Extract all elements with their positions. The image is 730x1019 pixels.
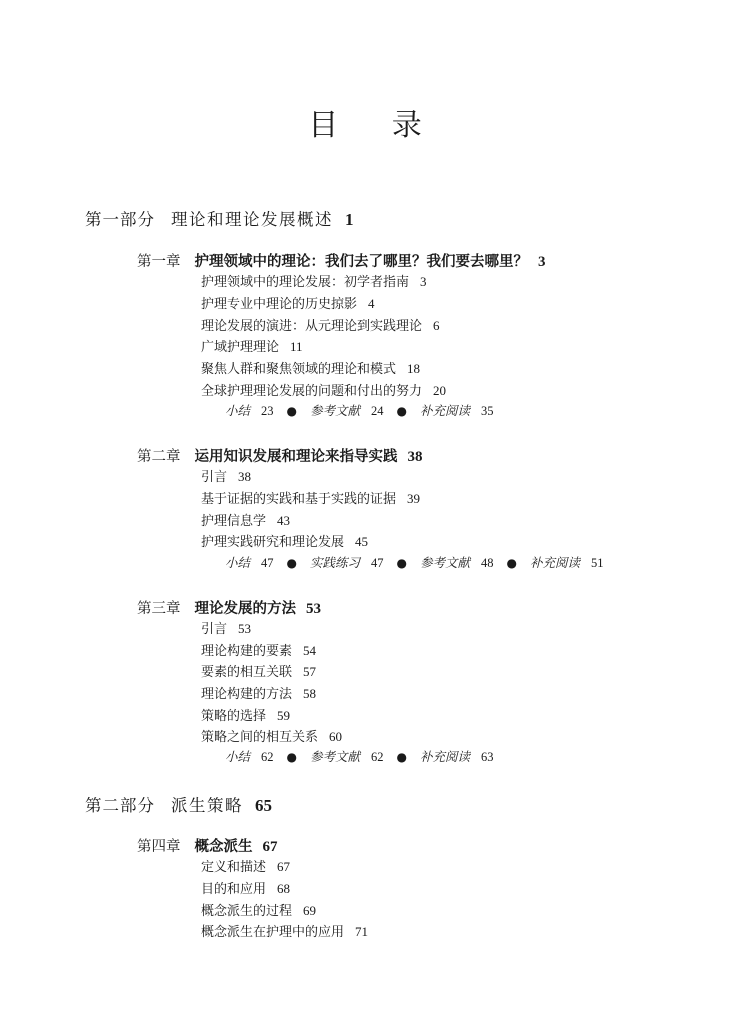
page-title: 目 录 (308, 108, 444, 143)
section-title: 广域护理理论 (201, 340, 280, 355)
end-item-title: 参考文献 (420, 555, 471, 570)
section-title: 护理专业中理论的历史掠影 (201, 297, 358, 312)
toc-section[interactable] (201, 293, 375, 312)
end-item-title: 实践练习 (310, 555, 361, 570)
end-item[interactable] (420, 749, 494, 764)
end-item[interactable] (420, 555, 494, 570)
toc-section[interactable] (201, 315, 440, 334)
toc-section[interactable] (201, 380, 446, 399)
section-title: 概念派生的过程 (201, 904, 293, 919)
toc-chapter-1[interactable] (137, 250, 546, 271)
chapter-title: 护理领域中的理论：我们去了哪里？我们要去哪里？ (194, 254, 528, 270)
toc-section[interactable] (201, 705, 290, 724)
section-title: 策略的选择 (201, 709, 267, 724)
bullet-separator: ● (396, 556, 407, 570)
end-item-page: 62 (261, 750, 274, 764)
end-item-page: 47 (371, 556, 384, 570)
section-page: 67 (277, 859, 291, 874)
section-title: 策略之间的相互关系 (201, 730, 319, 745)
toc-part-1[interactable] (85, 206, 354, 230)
toc-section[interactable] (201, 336, 303, 355)
chapter-title: 运用知识发展和理论来指导实践 (194, 449, 398, 465)
section-page: 4 (368, 296, 375, 311)
section-title: 要素的相互关联 (201, 665, 293, 680)
chapter-label: 第四章 (137, 839, 181, 855)
section-title: 护理实践研究和理论发展 (201, 535, 345, 550)
toc-section[interactable] (201, 488, 420, 507)
section-title: 目的和应用 (201, 882, 267, 897)
toc-section[interactable] (201, 466, 251, 485)
part-title: 理论和理论发展概述 (171, 210, 333, 229)
chapter-page: 53 (306, 601, 321, 617)
section-page: 6 (433, 318, 440, 333)
end-item-page: 62 (371, 750, 384, 764)
bullet-separator: ● (286, 556, 297, 570)
toc-part-2[interactable] (85, 792, 272, 816)
chapter-end-matter (225, 553, 604, 571)
section-title: 护理信息学 (201, 514, 267, 529)
section-page: 43 (277, 513, 291, 528)
section-page: 54 (303, 643, 317, 658)
section-page: 45 (355, 534, 369, 549)
end-item-title: 小结 (225, 403, 251, 418)
end-item-title: 小结 (225, 749, 251, 764)
end-item[interactable] (530, 555, 604, 570)
chapter-end-matter (225, 401, 494, 419)
toc-section[interactable] (201, 878, 290, 897)
chapter-end-matter (225, 747, 494, 765)
section-title: 基于证据的实践和基于实践的证据 (201, 492, 397, 507)
toc-section[interactable] (201, 856, 290, 875)
chapter-page: 3 (538, 254, 546, 270)
end-item-title: 补充阅读 (420, 749, 471, 764)
section-title: 引言 (201, 622, 228, 637)
section-title: 全球护理理论发展的问题和付出的努力 (201, 384, 423, 399)
end-item-title: 参考文献 (310, 749, 361, 764)
bullet-separator: ● (396, 404, 407, 418)
chapter-title: 理论发展的方法 (194, 601, 296, 617)
toc-chapter-2[interactable] (137, 445, 423, 466)
section-page: 38 (238, 469, 252, 484)
part-label: 第二部分 (85, 796, 155, 815)
part-title: 派生策略 (171, 796, 243, 815)
bullet-separator: ● (396, 750, 407, 764)
chapter-page: 38 (407, 449, 423, 465)
bullet-separator: ● (286, 404, 297, 418)
toc-section[interactable] (201, 640, 316, 659)
end-item[interactable] (310, 555, 384, 570)
end-item[interactable] (225, 555, 274, 570)
end-item-title: 小结 (225, 555, 251, 570)
section-page: 60 (329, 729, 343, 744)
bullet-separator: ● (506, 556, 517, 570)
section-title: 定义和描述 (201, 860, 267, 875)
chapter-label: 第三章 (137, 601, 181, 617)
section-title: 理论发展的演进：从元理论到实践理论 (201, 319, 423, 334)
chapter-page: 67 (262, 839, 278, 855)
part-page: 65 (255, 796, 272, 815)
part-page: 1 (345, 210, 354, 229)
toc-section[interactable] (201, 726, 342, 745)
section-title: 护理领域中的理论发展：初学者指南 (201, 275, 410, 290)
section-title: 理论构建的方法 (201, 687, 293, 702)
end-item[interactable] (225, 749, 274, 764)
toc-section[interactable] (201, 900, 316, 919)
chapter-label: 第一章 (137, 254, 181, 270)
section-title: 理论构建的要素 (201, 644, 293, 659)
end-item-page: 48 (481, 556, 494, 570)
toc-section[interactable] (201, 531, 368, 550)
end-item-page: 47 (261, 556, 274, 570)
section-page: 11 (290, 339, 303, 354)
toc-chapter-3[interactable] (137, 597, 321, 618)
section-title: 概念派生在护理中的应用 (201, 925, 345, 940)
part-label: 第一部分 (85, 210, 155, 229)
section-page: 57 (303, 664, 317, 679)
section-page: 69 (303, 903, 317, 918)
section-page: 68 (277, 881, 291, 896)
section-title: 聚焦人群和聚焦领域的理论和模式 (201, 362, 397, 377)
section-page: 59 (277, 708, 291, 723)
end-item-page: 51 (591, 556, 604, 570)
end-item-page: 63 (481, 750, 494, 764)
section-page: 58 (303, 686, 317, 701)
section-page: 71 (355, 924, 369, 939)
section-page: 20 (433, 383, 447, 398)
section-page: 39 (407, 491, 421, 506)
end-item-title: 补充阅读 (420, 403, 471, 418)
toc-section[interactable] (201, 358, 420, 377)
toc-chapter-4[interactable] (137, 835, 278, 856)
end-item[interactable] (225, 403, 274, 418)
section-page: 18 (407, 361, 421, 376)
end-item-page: 35 (481, 404, 494, 418)
end-item-page: 23 (261, 404, 274, 418)
section-title: 引言 (201, 470, 228, 485)
toc-section[interactable] (201, 618, 251, 637)
section-page: 53 (238, 621, 252, 636)
toc-section[interactable] (201, 271, 427, 290)
end-item-page: 24 (371, 404, 384, 418)
toc-section[interactable] (201, 661, 316, 680)
end-item-title: 参考文献 (310, 403, 361, 418)
bullet-separator: ● (286, 750, 297, 764)
toc-section[interactable] (201, 921, 368, 940)
end-item[interactable] (310, 749, 384, 764)
end-item[interactable] (420, 403, 494, 418)
chapter-title: 概念派生 (194, 839, 253, 855)
end-item-title: 补充阅读 (530, 555, 581, 570)
section-page: 3 (420, 274, 427, 289)
chapter-label: 第二章 (137, 449, 181, 465)
toc-section[interactable] (201, 683, 316, 702)
toc-section[interactable] (201, 510, 290, 529)
end-item[interactable] (310, 403, 384, 418)
